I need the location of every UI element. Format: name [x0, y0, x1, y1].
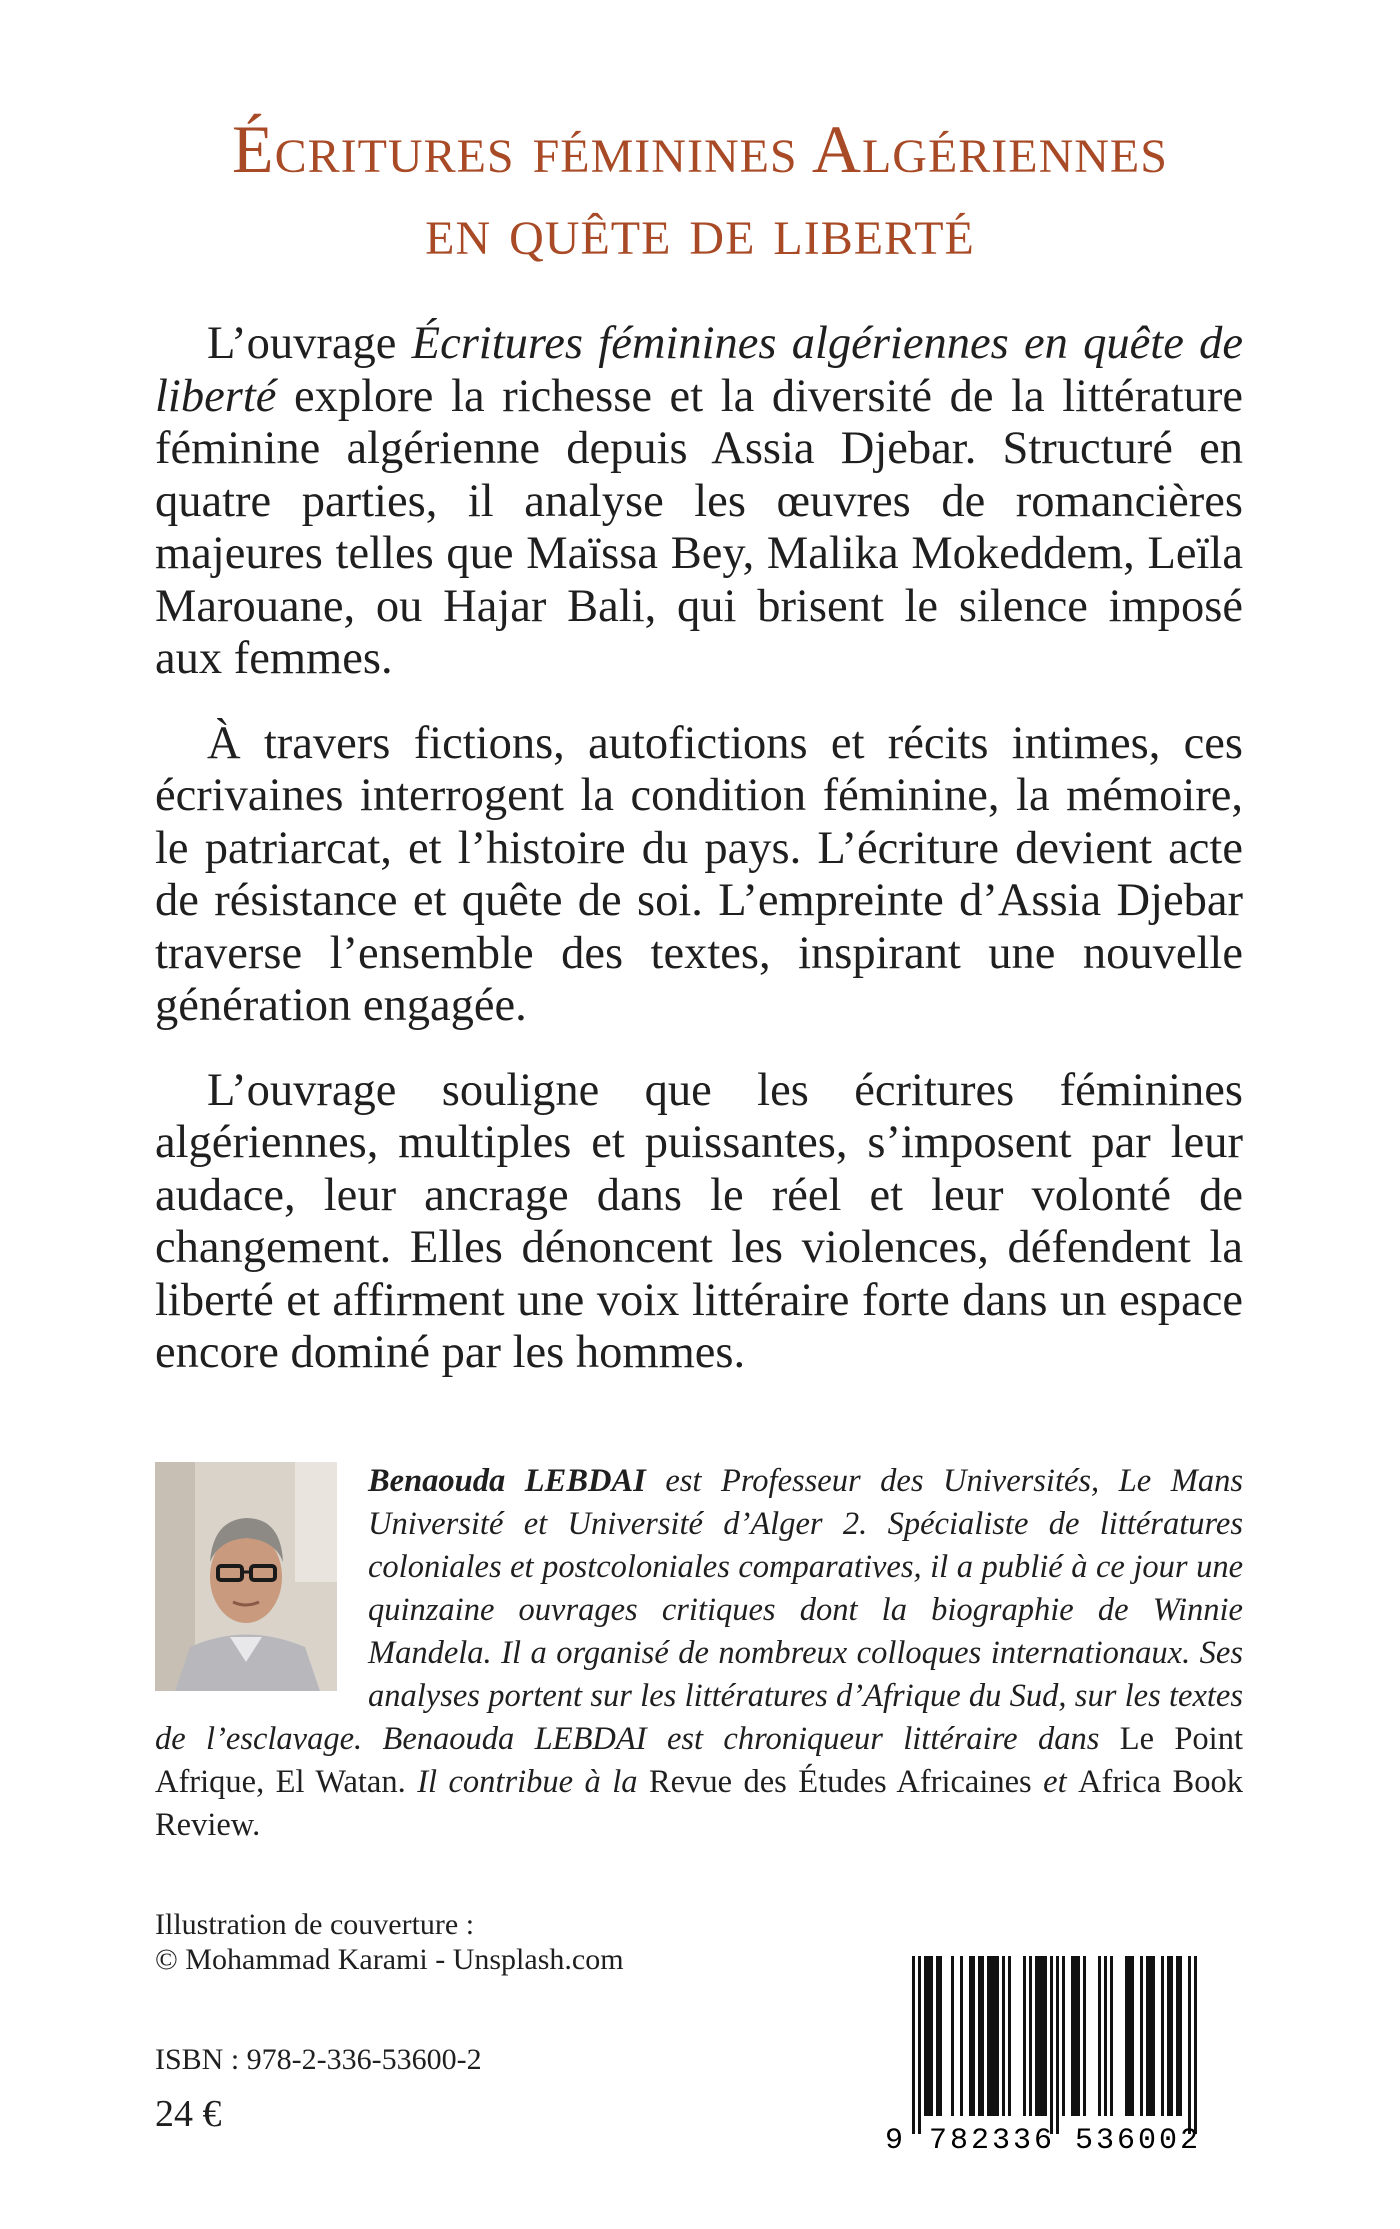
summary-paragraph-3: L’ouvrage souligne que les écritures féminines algériennes, multiples et puissantes, s’imposent par leur audace, leur ancrage dans le réel et leur volonté de changement. Elles dénoncent les violences, défendent la liberté et affirment une voix littéraire forte dans un espace encore dominé par les hommes.	[155, 1064, 1243, 1378]
barcode-bar	[1140, 1956, 1143, 2116]
barcode-bar	[924, 1956, 927, 2116]
barcode-bar	[1077, 1956, 1080, 2116]
isbn: ISBN : 978-2-336-53600-2	[155, 2043, 482, 2076]
barcode-bar	[990, 1956, 993, 2116]
barcode-bar	[927, 1956, 930, 2116]
barcode-bar	[960, 1956, 963, 2116]
barcode-bar	[1098, 1956, 1101, 2116]
barcode-bar	[1152, 1956, 1155, 2116]
barcode-digit-first: 9	[884, 2124, 904, 2154]
bio-text-2: Il contribue à la	[405, 1764, 649, 1800]
barcode-bar	[1170, 1956, 1173, 2116]
barcode-bar	[981, 1956, 984, 2116]
barcode-bar	[1188, 1956, 1191, 2134]
barcode-bar	[996, 1956, 999, 2116]
barcode-bar	[930, 1956, 933, 2116]
credit-line-2: © Mohammad Karami - Unsplash.com	[155, 1943, 624, 1976]
barcode-bar	[1146, 1956, 1149, 2116]
barcode-bar	[1041, 1956, 1044, 2116]
barcode-bar	[1074, 1956, 1077, 2116]
barcode-bar	[939, 1956, 942, 2116]
barcode-bar	[1167, 1956, 1170, 2116]
title-line-2: en quête de liberté	[425, 193, 975, 269]
cover-credit	[155, 1907, 695, 1977]
barcode-bar	[936, 1956, 939, 2116]
barcode-bar	[1128, 1956, 1131, 2116]
bio-publication-3: Africa Book Review.	[155, 1764, 1243, 1843]
barcode-bar	[1008, 1956, 1011, 2116]
barcode-bar	[1035, 1956, 1038, 2116]
barcode-bar	[1149, 1956, 1152, 2116]
barcode-bar	[1056, 1956, 1059, 2134]
summary-book-title: Écritures féminines algériennes en quête de liberté	[155, 318, 1244, 422]
barcode-bar	[1161, 1956, 1164, 2116]
barcode-bar	[918, 1956, 921, 2134]
barcode-bar	[951, 1956, 954, 2116]
barcode-bar	[1131, 1956, 1134, 2116]
price: 24 €	[155, 2093, 222, 2135]
barcode-bar	[1083, 1956, 1086, 2116]
barcode-bar	[972, 1956, 975, 2116]
barcode-bar	[1002, 1956, 1005, 2116]
book-title	[0, 108, 1400, 272]
barcode-digits-right: 536002	[1074, 2124, 1202, 2154]
barcode-bar	[912, 1956, 915, 2134]
author-name: Benaouda LEBDAI	[368, 1463, 646, 1499]
author-biography	[155, 1460, 1243, 1847]
title-line-1: Écritures féminines Algériennes	[232, 111, 1168, 187]
barcode-bar	[1110, 1956, 1113, 2116]
barcode-bar	[1044, 1956, 1047, 2116]
barcode-bar	[1176, 1956, 1179, 2116]
bio-publication-1: Le Point Afrique, El Watan.	[155, 1721, 1243, 1800]
bio-text-3: et	[1031, 1764, 1079, 1800]
barcode-digits-left: 782336	[928, 2124, 1056, 2154]
barcode-bar	[1050, 1956, 1053, 2134]
barcode-bar	[1179, 1956, 1182, 2116]
barcode-bar	[1125, 1956, 1128, 2116]
barcode-bar	[1023, 1956, 1026, 2116]
barcode-bar	[978, 1956, 981, 2116]
summary-paragraph-2: À travers fictions, autofictions et récits intimes, ces écrivaines interrogent la condition féminine, la mémoire, le patriarcat, et l’histoire du pays. L’écriture devient acte de résistance et quête de soi. L’empreinte d’Assia Djebar traverse l’ensemble des textes, inspirant une nouvelle génération engagée.	[155, 717, 1243, 1031]
barcode-bar	[1194, 1956, 1197, 2134]
barcode-bar	[1104, 1956, 1107, 2116]
bio-text-1: est Professeur des Universités, Le Mans Université et Université d’Alger 2. Spécialiste de littératures coloniales et postcoloniales comparatives, il a publié à ce jour une quinzaine ouvrages critiques dont la biographie de Winnie Mandela. Il a organisé de nombreux colloques internationaux. Ses analyses portent sur les littératures d’Afrique du Sud, sur les textes de l’esclavage. Benaouda LEBDAI est chroniqueur littéraire dans	[155, 1463, 1243, 1757]
credit-line-1: Illustration de couverture :	[155, 1908, 475, 1941]
barcode-bar	[1029, 1956, 1032, 2116]
summary-p1-rest: explore la richesse et la diversité de la littérature féminine algérienne depuis Assia Djebar. Structuré en quatre parties, il analyse les œuvres de romancières majeures telles que Maïssa Bey, Malika Mokeddem, Leïla Marouane, ou Hajar Bali, qui brisent le silence imposé aux femmes.	[155, 370, 1243, 684]
barcode-bar	[1038, 1956, 1041, 2116]
barcode-bar	[993, 1956, 996, 2116]
barcode-bar	[1071, 1956, 1074, 2116]
summary-p1-start: L’ouvrage	[207, 318, 412, 369]
bio-publication-2: Revue des Études Africaines	[648, 1764, 1032, 1800]
barcode	[880, 1946, 1230, 2154]
barcode-bar	[969, 1956, 972, 2116]
barcode-bar	[1062, 1956, 1065, 2116]
summary-paragraph-1	[155, 318, 1243, 686]
book-summary	[155, 318, 1243, 1412]
barcode-bar	[987, 1956, 990, 2116]
